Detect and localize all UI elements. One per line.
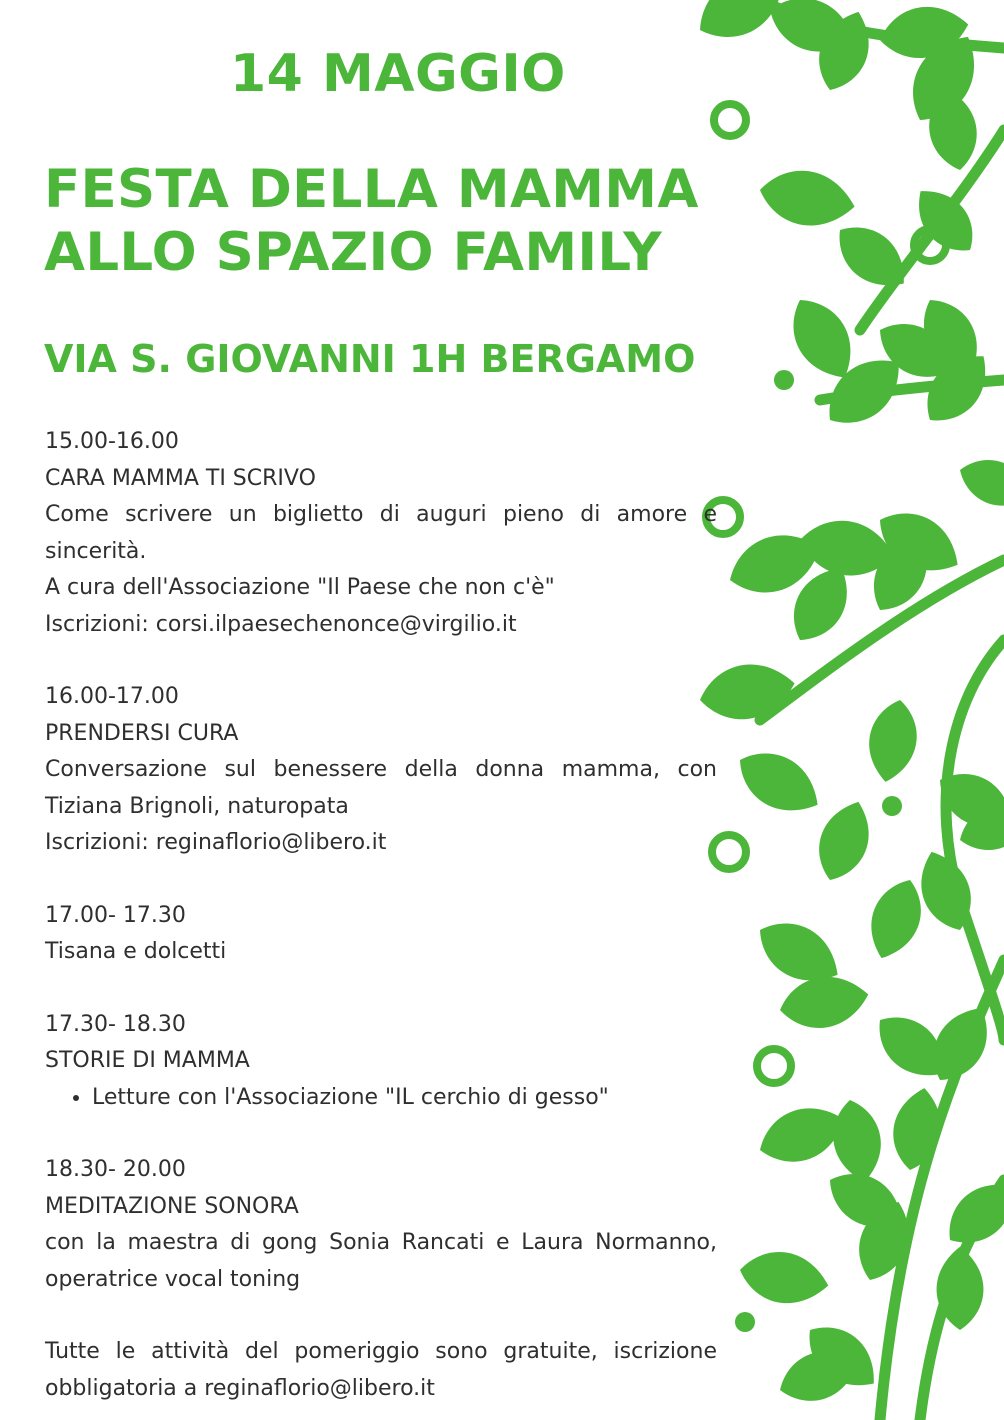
item-title: MEDITAZIONE SONORA [45, 1193, 299, 1219]
footer-note: Tutte le attività del pomeriggio sono gratuite, iscrizione obbligatoria a reginaflorio@libero.it [45, 1339, 717, 1401]
event-address: VIA S. GIOVANNI 1H BERGAMO [44, 337, 696, 381]
item-organizer: A cura dell'Associazione "Il Paese che non c'è" [45, 575, 555, 600]
item-registration: Iscrizioni: reginaflorio@libero.it [45, 830, 387, 855]
program-item [45, 1007, 717, 1117]
program-item [45, 1152, 717, 1298]
event-title [44, 158, 744, 284]
program-item [45, 424, 717, 643]
item-time: 16.00-17.00 [45, 684, 179, 709]
event-title-line: ALLO SPAZIO FAMILY [44, 222, 662, 283]
item-description: Conversazione sul benessere della donna mamma, con Tiziana Brignoli, naturopata [45, 757, 717, 819]
item-title: STORIE DI MAMMA [45, 1048, 250, 1073]
item-time: 17.00- 17.30 [45, 902, 186, 928]
item-bullet-list [45, 1080, 717, 1117]
event-date: 14 MAGGIO [230, 44, 566, 104]
program-list [45, 424, 717, 1407]
item-title: PRENDERSI CURA [45, 720, 239, 746]
item-description: con la maestra di gong Sonia Rancati e Laura Normanno, operatrice vocal toning [45, 1230, 717, 1292]
item-title: CARA MAMMA TI SCRIVO [45, 465, 316, 491]
item-title: Tisana e dolcetti [45, 939, 227, 964]
program-item [45, 679, 717, 862]
event-title-line: FESTA DELLA MAMMA [44, 159, 699, 220]
item-description: Come scrivere un biglietto di auguri pieno di amore e sincerità. [45, 502, 717, 564]
item-time: 18.30- 20.00 [45, 1157, 186, 1182]
item-registration: Iscrizioni: corsi.ilpaesechenonce@virgilio.it [45, 611, 517, 637]
program-item [45, 898, 717, 971]
item-bullet: • Letture con l'Associazione "IL cerchio di gesso" [92, 1080, 717, 1117]
item-time: 17.30- 18.30 [45, 1011, 186, 1037]
item-time: 15.00-16.00 [45, 429, 179, 454]
